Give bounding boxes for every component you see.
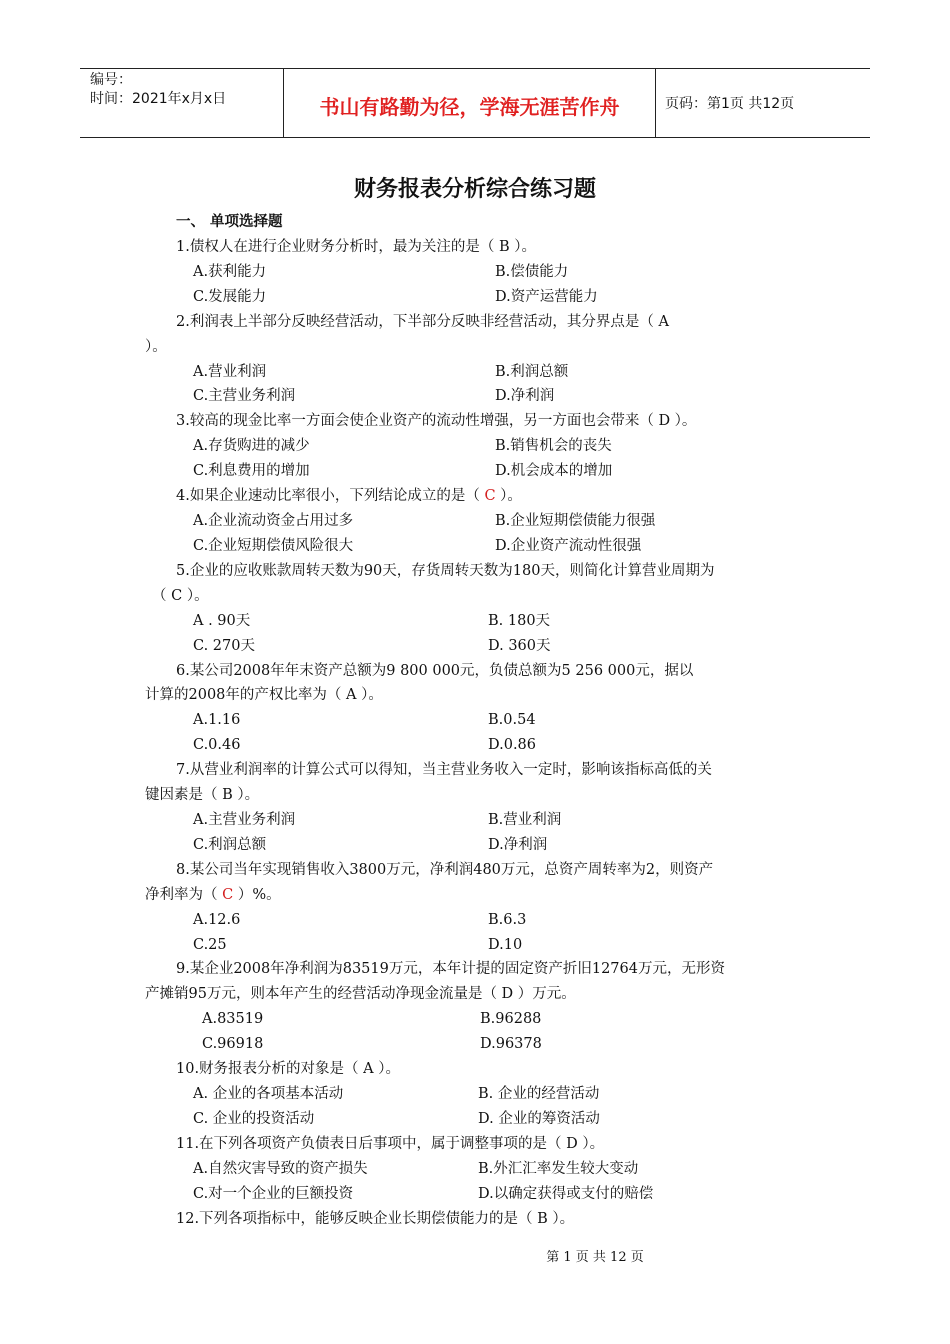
text-line: 12.下列各项指标中，能够反映企业长期偿债能力的是（ B ）。 (176, 1211, 575, 1227)
text-line: C.25 (193, 937, 227, 953)
text-line: B.销售机会的丧失 (495, 438, 612, 454)
page-info: 页码：第1页 共12页 (665, 96, 795, 112)
text-line: C.主营业务利润 (193, 388, 296, 404)
section-heading: 一、 单项选择题 (176, 214, 283, 230)
text-line: A. 企业的各项基本活动 (193, 1086, 344, 1102)
text-line: A.企业流动资金占用过多 (193, 513, 354, 529)
text-line: 9.某企业2008年净利润为83519万元，本年计提的固定资产折旧12764万元，无形资 (176, 961, 725, 977)
text-line: D.机会成本的增加 (495, 463, 613, 479)
text-line: 键因素是（ B ）。 (145, 787, 260, 803)
text-line: C. 270天 (193, 638, 255, 654)
text-line: D.净利润 (495, 388, 555, 404)
text-line: B. 企业的经营活动 (478, 1086, 600, 1102)
text-line: C.企业短期偿债风险很大 (193, 538, 354, 554)
text-line: B.96288 (480, 1011, 542, 1027)
text-line: ）。 (145, 339, 167, 355)
text-line: A.主营业务利润 (193, 812, 296, 828)
text-line: 8.某公司当年实现销售收入3800万元，净利润480万元，总资产周转率为2，则资产 (176, 862, 714, 878)
text-line: 7.从营业利润率的计算公式可以得知，当主营业务收入一定时，影响该指标高低的关 (176, 762, 712, 778)
text-line: A.自然灾害导致的资产损失 (193, 1161, 368, 1177)
number-label: 编号： (90, 72, 132, 88)
text-line: B.利润总额 (495, 364, 569, 380)
text-line: C.96918 (202, 1036, 264, 1052)
text-line: D.企业资产流动性很强 (495, 538, 642, 554)
text-line: （ C ）。 (152, 588, 209, 604)
text-line: D.0.86 (488, 737, 537, 753)
text-line: A.12.6 (193, 912, 241, 928)
text-line: D.以确定获得或支付的赔偿 (478, 1186, 654, 1202)
text-line: B.营业利润 (488, 812, 562, 828)
header-motto: 书山有路勤为径，学海无涯苦作舟 (319, 95, 620, 119)
header-motto-cell (283, 69, 656, 137)
text-line: D. 360天 (488, 638, 551, 654)
document-title: 财务报表分析综合练习题 (353, 177, 596, 202)
text-line: 5.企业的应收账款周转天数为90天，存货周转天数为180天，则简化计算营业周期为 (176, 563, 715, 579)
text-line: B.6.3 (488, 912, 527, 928)
text-line: B.0.54 (488, 712, 536, 728)
text-line: 净利率为（ C ）%。 (145, 887, 281, 903)
text-line: 4.如果企业速动比率很小，下列结论成立的是（ C ）。 (176, 488, 522, 504)
text-line: C.发展能力 (193, 289, 267, 305)
text-line: C.对一个企业的巨额投资 (193, 1186, 354, 1202)
page-header (80, 68, 870, 138)
text-line: 6.某公司2008年年末资产总额为9 800 000元，负债总额为5 256 000元，据以 (176, 663, 694, 679)
answer-highlight: C (222, 887, 234, 903)
text-line: C. 企业的投资活动 (193, 1111, 315, 1127)
text-line: D.96378 (480, 1036, 542, 1052)
text-line: A . 90天 (193, 613, 251, 629)
text-line: 计算的2008年的产权比率为（ A ）。 (145, 687, 383, 703)
text-line: A.获利能力 (193, 264, 267, 280)
answer-highlight: C (484, 488, 496, 504)
text-line: A.营业利润 (193, 364, 267, 380)
text-line: B.外汇汇率发生较大变动 (478, 1161, 639, 1177)
text-line: 3.较高的现金比率一方面会使企业资产的流动性增强，另一方面也会带来（ D ）。 (176, 413, 697, 429)
header-meta (80, 69, 283, 137)
text-line: A.1.16 (193, 712, 241, 728)
text-line: C.利润总额 (193, 837, 267, 853)
text-line: C.利息费用的增加 (193, 463, 310, 479)
text-line: D. 企业的筹资活动 (478, 1111, 600, 1127)
text-line: 产摊销95万元，则本年产生的经营活动净现金流量是（ D ）万元。 (145, 986, 576, 1002)
text-line: A.83519 (202, 1011, 264, 1027)
page-footer: 第 1 页 共 12 页 (546, 1250, 644, 1265)
text-line: A.存货购进的减少 (193, 438, 310, 454)
text-line: B. 180天 (488, 613, 551, 629)
text-line: C.0.46 (193, 737, 241, 753)
text-line: B.企业短期偿债能力很强 (495, 513, 656, 529)
text-line: 11.在下列各项资产负债表日后事项中，属于调整事项的是（ D ）。 (176, 1136, 605, 1152)
text-line: D.10 (488, 937, 523, 953)
time-label: 时间：2021年x月x日 (90, 91, 227, 107)
text-line: D.净利润 (488, 837, 548, 853)
text-line: 10.财务报表分析的对象是（ A ）。 (176, 1061, 400, 1077)
text-line: 2.利润表上半部分反映经营活动，下半部分反映非经营活动，其分界点是（ A (176, 314, 669, 330)
text-line: 1.债权人在进行企业财务分析时，最为关注的是（ B ）。 (176, 239, 536, 255)
text-line: B.偿债能力 (495, 264, 569, 280)
text-line: D.资产运营能力 (495, 289, 598, 305)
